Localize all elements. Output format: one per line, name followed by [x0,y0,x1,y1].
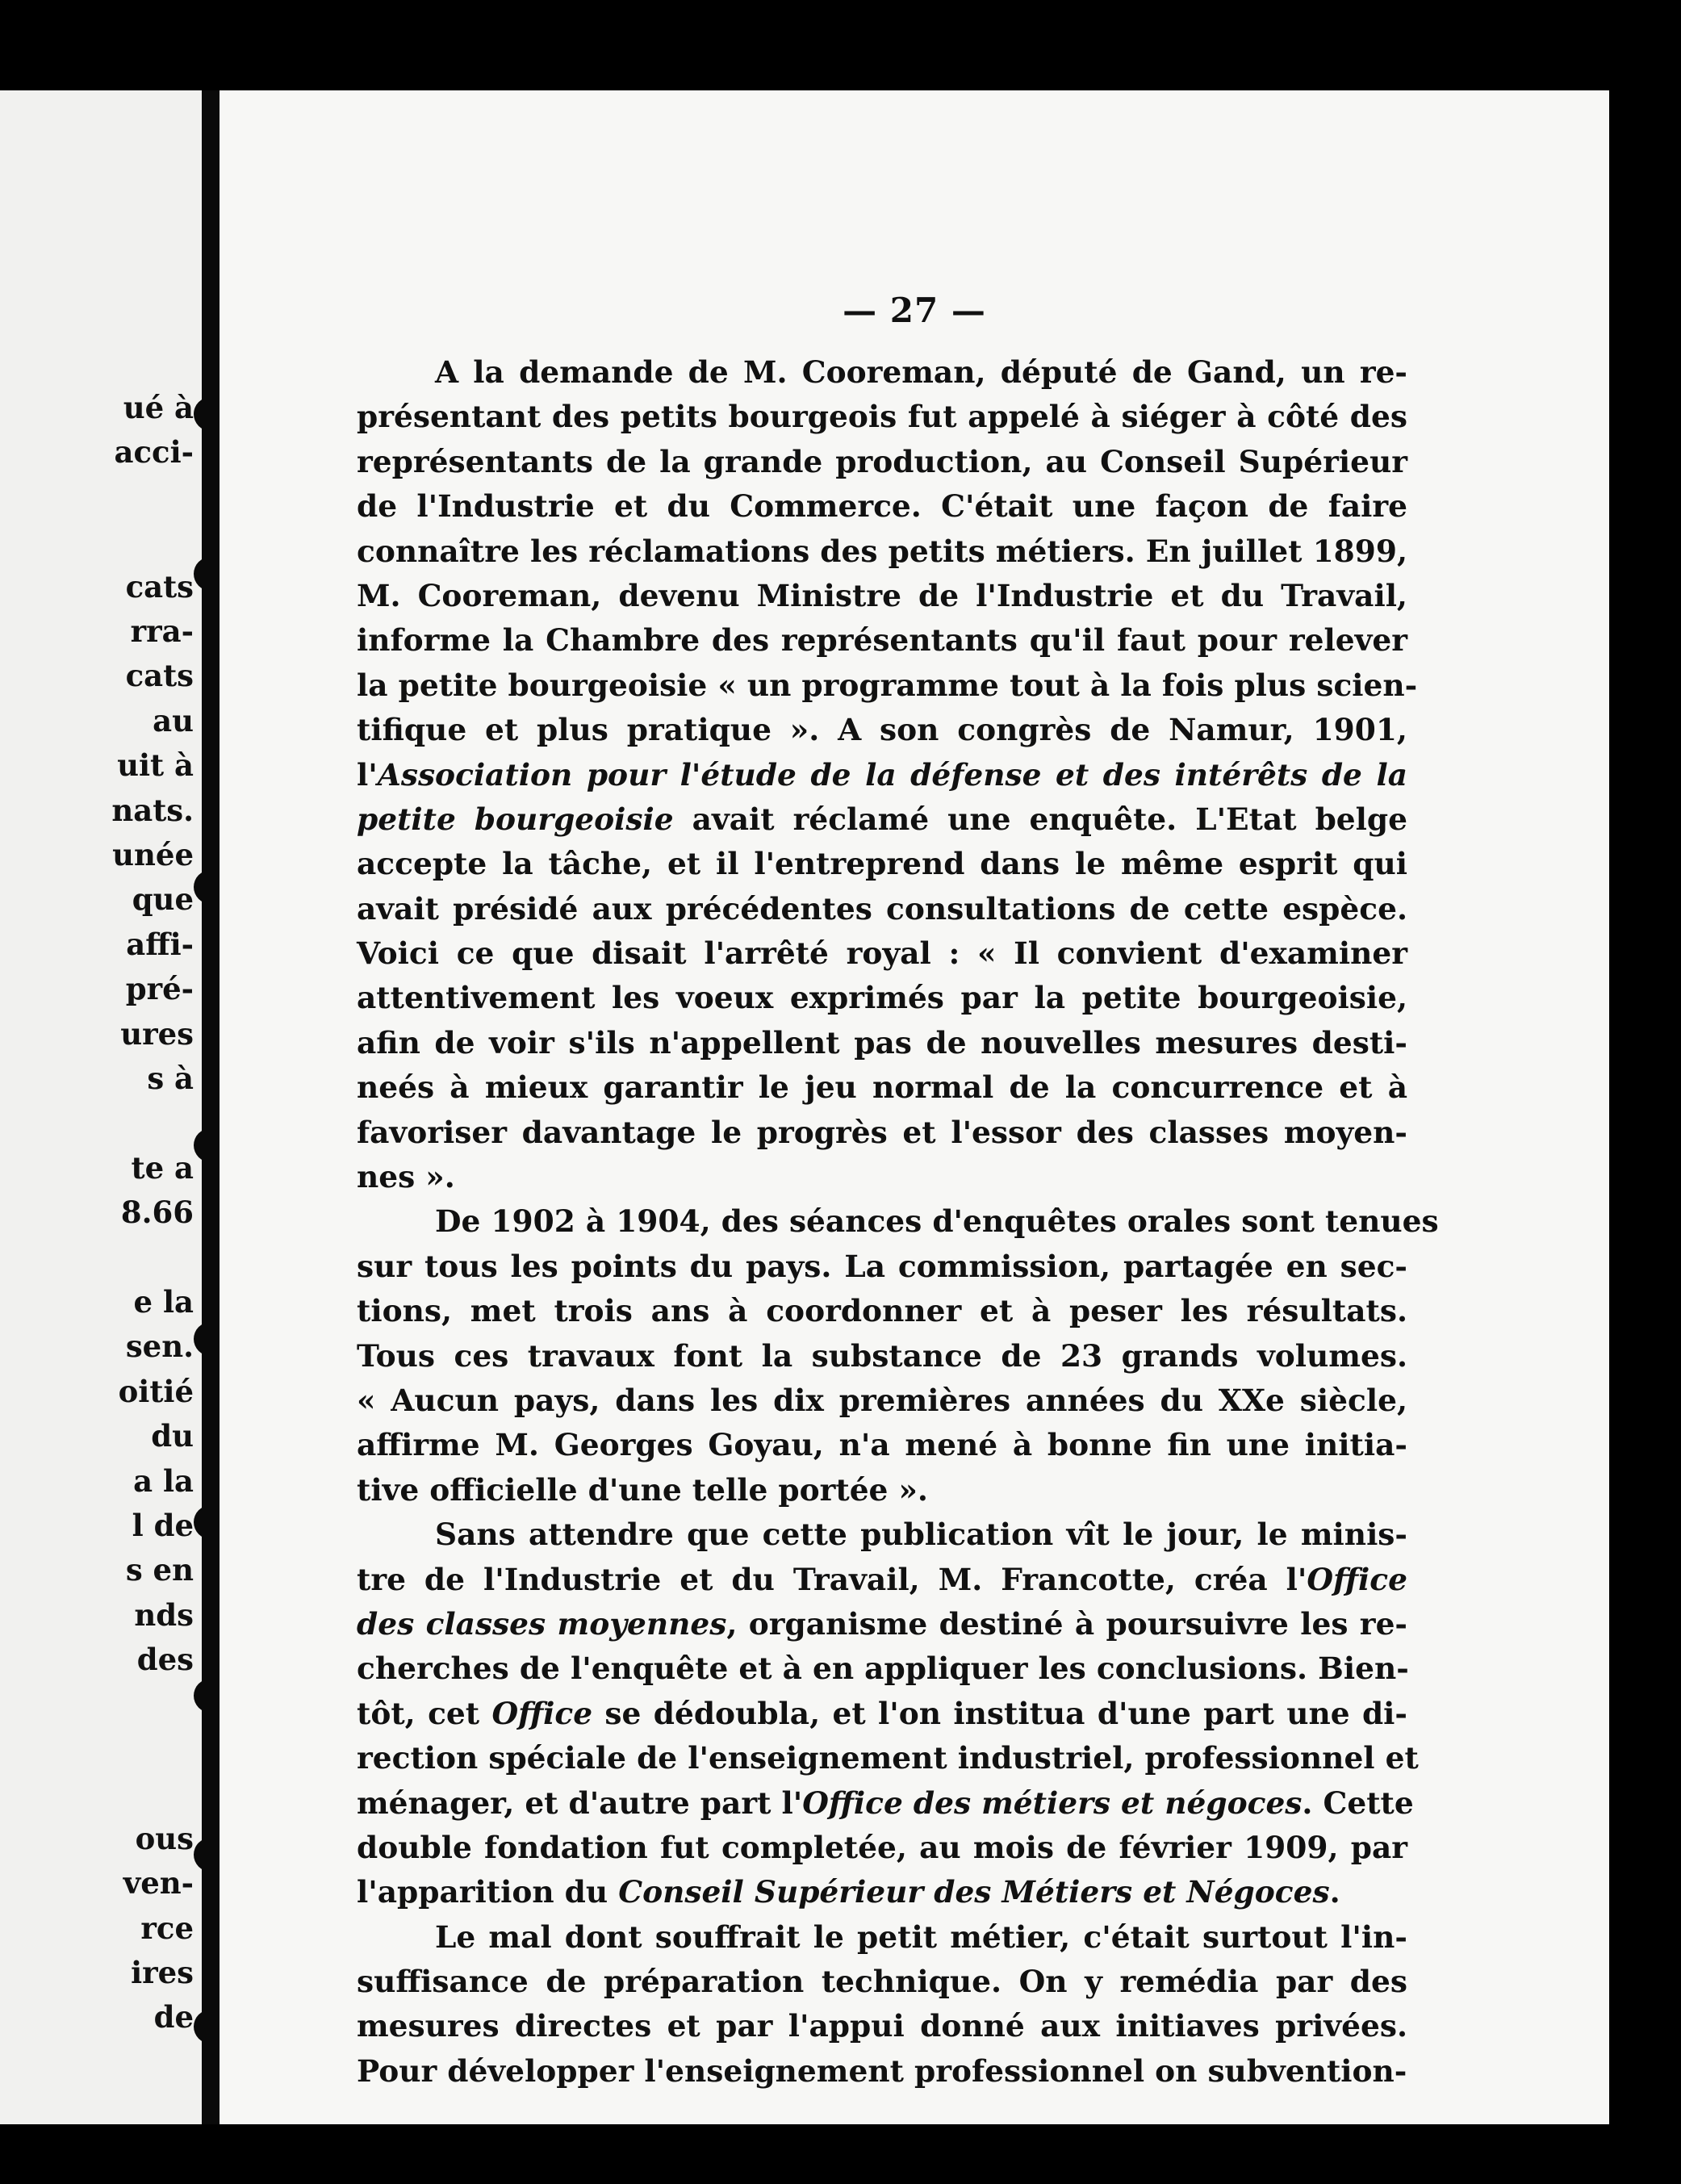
paragraph [357,1199,1439,1512]
text-run: la petite bourgeoisie « un programme tout à la fois plus scien- [357,667,1418,703]
text-run: informe la Chambre des représentants qu'il faut pour relever [357,622,1407,659]
text-line [357,350,1407,395]
text-line [357,1736,1419,1780]
text-line [357,2049,1407,2094]
text-line [357,1065,1407,1110]
book-page [220,90,1609,2124]
text-line [357,2004,1407,2048]
facing-page-line: oitié [118,1373,194,1409]
scan-border [202,2124,1609,2184]
facing-page-line: uit à [117,747,194,784]
text-line [357,976,1407,1020]
facing-page-line: ué à [123,390,194,425]
text-line [357,887,1407,931]
text-line [357,842,1407,886]
text-run: sur tous les points du pays. La commission, partagée en sec- [357,1248,1407,1284]
page-body-text [357,350,1439,2094]
paragraph [357,1915,1407,2094]
text-run: avait réclamé une enquête. L'Etat belge [673,801,1407,837]
text-line [357,1781,1414,1826]
text-line [357,1646,1407,1691]
facing-page-line: sen. [125,1328,194,1365]
text-line [357,931,1407,976]
text-run: ménager, et d'autre part l' [357,1784,803,1821]
facing-page-line: e la [133,1284,194,1320]
facing-page-line: rra- [130,613,194,649]
page-number: — 27 — [843,291,986,330]
italic-text: petite bourgeoisie [357,801,674,837]
facing-page-line: unée [112,837,194,872]
text-line [357,1468,1407,1512]
facing-page-line: cats [125,658,194,694]
text-run: tre de l'Industrie et du Travail, M. Francotte, créa l' [357,1561,1307,1597]
text-line [357,1692,1407,1736]
facing-page-line: pré- [125,971,194,1007]
facing-page-line: de [153,1999,194,2035]
text-run: , organisme destiné à poursuivre les re- [726,1605,1407,1642]
text-line [357,1915,1407,1960]
text-run: tôt, cet [357,1695,492,1731]
facing-page-line: ous [135,1820,194,1856]
facing-page-line: ures [120,1015,194,1052]
facing-page-line: nats. [111,792,194,828]
text-line [357,1870,1407,1914]
facing-page-line: l de [132,1508,194,1543]
paragraph [357,350,1418,1199]
text-run: « Aucun pays, dans les dix premières années du XXe siècle, [357,1382,1407,1418]
facing-page-line: au [153,702,194,738]
text-run: afin de voir s'ils n'appellent pas de nouvelles mesures desti- [357,1024,1407,1061]
italic-text: Conseil Supérieur des Métiers et Négoces [618,1874,1330,1910]
facing-page-line: 8.66 [120,1195,194,1231]
text-line [357,1602,1407,1646]
scan-border [1609,90,1681,2184]
text-line [357,1826,1407,1870]
facing-page-line: des [136,1642,194,1678]
text-run: de l'Industrie et du Commerce. C'était une façon de faire [357,488,1407,525]
text-run: affirme M. Georges Goyau, n'a mené à bonne fin une initia- [357,1427,1407,1463]
text-line [357,1379,1407,1423]
text-run: l'apparition du [357,1874,619,1910]
text-line [357,1558,1407,1602]
text-run: Sans attendre que cette publication vît le jour, le minis- [435,1517,1407,1553]
text-line [357,1245,1407,1289]
text-line [357,753,1407,797]
text-run: neés à mieux garantir le jeu normal de la concurrence et à [357,1069,1407,1106]
text-line [357,1960,1407,2004]
text-run: Voici ce que disait l'arrêté royal : « Il convient d'examiner [357,935,1407,972]
text-line [357,618,1407,663]
text-run: représentants de la grande production, au Conseil Supérieur [357,443,1407,479]
text-line [357,797,1407,842]
text-line [357,1021,1407,1065]
text-line [357,1334,1407,1379]
text-line [357,1423,1407,1467]
facing-page-line: acci- [114,434,194,471]
facing-page-line: ven- [123,1865,194,1902]
text-run: . [1329,1874,1340,1910]
text-run: cherches de l'enquête et à en appliquer les conclusions. Bien- [357,1651,1409,1687]
text-run: tions, met trois ans à coordonner et à peser les résultats. [357,1293,1407,1329]
facing-page-line: du [151,1418,194,1454]
text-run: connaître les réclamations des petits métiers. En juillet 1899, [357,533,1407,569]
text-run: suffisance de préparation technique. On y remédia par des [357,1964,1407,2000]
text-run: M. Cooreman, devenu Ministre de l'Industrie et du Travail, [357,577,1407,613]
text-run: tifique et plus pratique ». A son congrès de Namur, 1901, [357,712,1407,748]
text-run: mesures directes et par l'appui donné aux initiaves privées. [357,2008,1407,2044]
facing-page-line: cats [125,568,194,605]
text-run: avait présidé aux précédentes consultations de cette espèce. [357,890,1407,927]
text-line [357,529,1407,574]
text-run: A la demande de M. Cooreman, député de Gand, un re- [435,354,1407,390]
italic-text: Office [1307,1561,1407,1597]
text-line [357,1512,1407,1557]
paragraph [357,1512,1419,1915]
text-line [357,574,1407,618]
text-line [357,1155,1407,1199]
text-run: rection spéciale de l'enseignement industriel, professionnel et [357,1740,1419,1776]
text-run: tive officielle d'une telle portée ». [357,1471,928,1508]
facing-page-line: affi- [126,926,194,962]
facing-page-line: s à [147,1061,194,1096]
text-run: favoriser davantage le progrès et l'essor des classes moyen- [357,1114,1407,1150]
facing-page-fragment [0,90,202,2124]
text-run: nes ». [357,1159,455,1195]
text-run: l' [357,756,378,793]
facing-page-line: ires [131,1955,194,1990]
text-run: Pour développer l'enseignement professionnel on subvention- [357,2052,1407,2089]
text-line [357,708,1407,752]
italic-text: Office [491,1695,593,1731]
text-run: . Cette [1302,1784,1414,1821]
text-run: Le mal dont souffrait le petit métier, c'était surtout l'in- [435,1918,1407,1955]
italic-text: Association pour l'étude de la défense et des intérêts de la [377,756,1407,793]
facing-page-line: que [132,881,194,918]
text-line [357,1111,1407,1155]
text-line [357,1289,1407,1333]
facing-page-line: a la [133,1462,194,1499]
facing-page-line: rce [140,1910,194,1946]
text-run: présentant des petits bourgeois fut appelé à siéger à côté des [357,399,1407,435]
italic-text: Office des métiers et négoces [802,1784,1303,1821]
text-run: se dédoubla, et l'on institua d'une part une di- [592,1695,1407,1731]
text-line [357,395,1407,439]
text-line [357,440,1407,484]
facing-page-line: nds [134,1596,194,1633]
text-run: accepte la tâche, et il l'entreprend dans le même esprit qui [357,846,1407,882]
text-run: Tous ces travaux font la substance de 23 grands volumes. [357,1337,1407,1374]
facing-page-line: s en [125,1552,194,1588]
text-line [357,663,1418,708]
text-run: De 1902 à 1904, des séances d'enquêtes orales sont tenues [435,1203,1439,1240]
text-line [357,484,1407,529]
text-line [357,1199,1439,1244]
facing-page-line: te a [131,1149,194,1186]
text-run: attentivement les voeux exprimés par la petite bourgeoisie, [357,980,1407,1016]
text-run: double fondation fut completée, au mois de février 1909, par [357,1829,1407,1865]
italic-text: des classes moyennes [357,1605,727,1642]
